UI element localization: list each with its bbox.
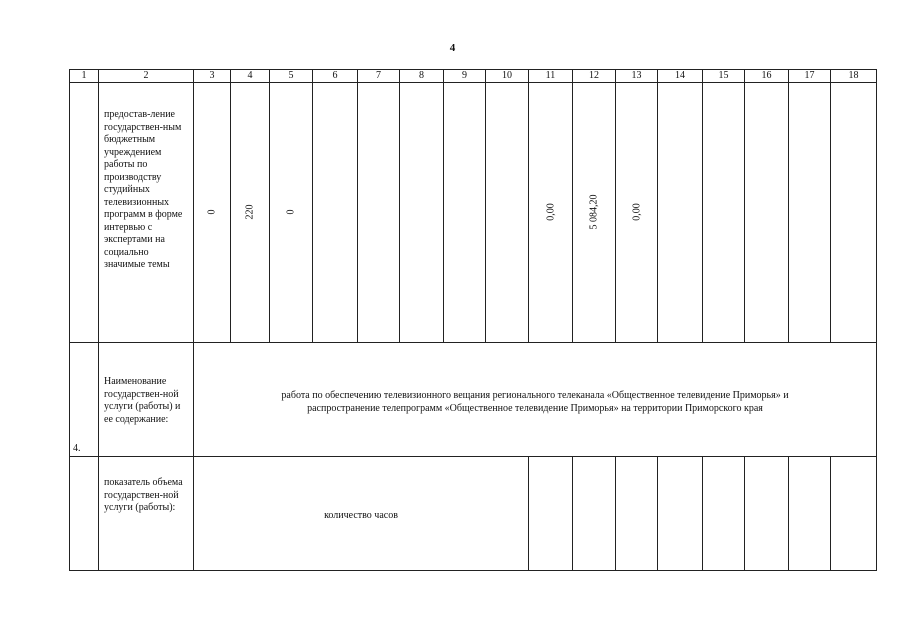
empty-cell: [745, 457, 789, 571]
value-col11: 0,00: [545, 203, 556, 221]
column-header: 2: [99, 70, 194, 83]
column-header: 18: [831, 70, 877, 83]
empty-cell: [703, 83, 745, 343]
page-number: 4: [449, 42, 456, 54]
column-header: 3: [194, 70, 231, 83]
column-header: 16: [745, 70, 789, 83]
unit-of-measure: количество часов: [194, 457, 529, 571]
empty-cell: [703, 457, 745, 571]
empty-cell: [400, 83, 444, 343]
value-cell-13: [616, 83, 658, 343]
value-cell-12: [573, 83, 616, 343]
empty-cell: [831, 457, 877, 571]
table-row-service-name: [70, 343, 877, 457]
value-col12: 5 084,20: [588, 194, 600, 230]
service-name-label: Наименование государствен-ной услуги (работы) и ее содержание:: [99, 343, 194, 457]
column-header-row: [70, 70, 877, 83]
column-header: 11: [529, 70, 573, 83]
column-header: 6: [313, 70, 358, 83]
column-header: 9: [444, 70, 486, 83]
service-content: [194, 343, 877, 457]
service-content-line-2: распространение телепрограмм «Общественное телевидение Приморья» на территории Приморского края: [307, 403, 763, 414]
empty-cell: [486, 83, 529, 343]
empty-cell: [789, 457, 831, 571]
value-cell-4: [231, 83, 270, 343]
empty-cell: [358, 83, 400, 343]
empty-cell: [745, 83, 789, 343]
value-cell-3: [194, 83, 231, 343]
empty-cell: [529, 457, 573, 571]
column-header: 4: [231, 70, 270, 83]
column-header: 13: [616, 70, 658, 83]
row-number-cell: [70, 457, 99, 571]
column-header: 15: [703, 70, 745, 83]
service-content-line-1: работа по обеспечению телевизионного вещания регионального телеканала «Общественное телевидение Приморья» и: [281, 390, 789, 401]
column-header: 12: [573, 70, 616, 83]
column-header: 14: [658, 70, 703, 83]
empty-cell: [616, 457, 658, 571]
column-header: 8: [400, 70, 444, 83]
budget-table: [69, 69, 877, 571]
column-header: 1: [70, 70, 99, 83]
empty-cell: [313, 83, 358, 343]
column-header: 10: [486, 70, 529, 83]
empty-cell: [444, 83, 486, 343]
value-col4: 220: [244, 204, 256, 220]
table-row-work-interview: [70, 83, 877, 343]
work-description: предостав-ление государствен-ным бюджетным учреждением работы по производству студийных телевизионных программ в форме интервью с экспертами на социально значимые темы: [99, 83, 194, 343]
empty-cell: [789, 83, 831, 343]
empty-cell: [573, 457, 616, 571]
column-header: 17: [789, 70, 831, 83]
value-col5: 0: [285, 209, 297, 215]
row-number: 4.: [70, 343, 99, 457]
empty-cell: [658, 83, 703, 343]
row-number-cell: [70, 83, 99, 343]
empty-cell: [831, 83, 877, 343]
value-col3: 0: [206, 209, 218, 215]
empty-cell: [658, 457, 703, 571]
volume-indicator-label: показатель объема государствен-ной услуги (работы):: [99, 457, 194, 571]
column-header: 5: [270, 70, 313, 83]
value-cell-5: [270, 83, 313, 343]
value-col13: 0,00: [631, 203, 642, 221]
value-cell-11: [529, 83, 573, 343]
table-row-volume-indicator: [70, 457, 877, 571]
column-header: 7: [358, 70, 400, 83]
